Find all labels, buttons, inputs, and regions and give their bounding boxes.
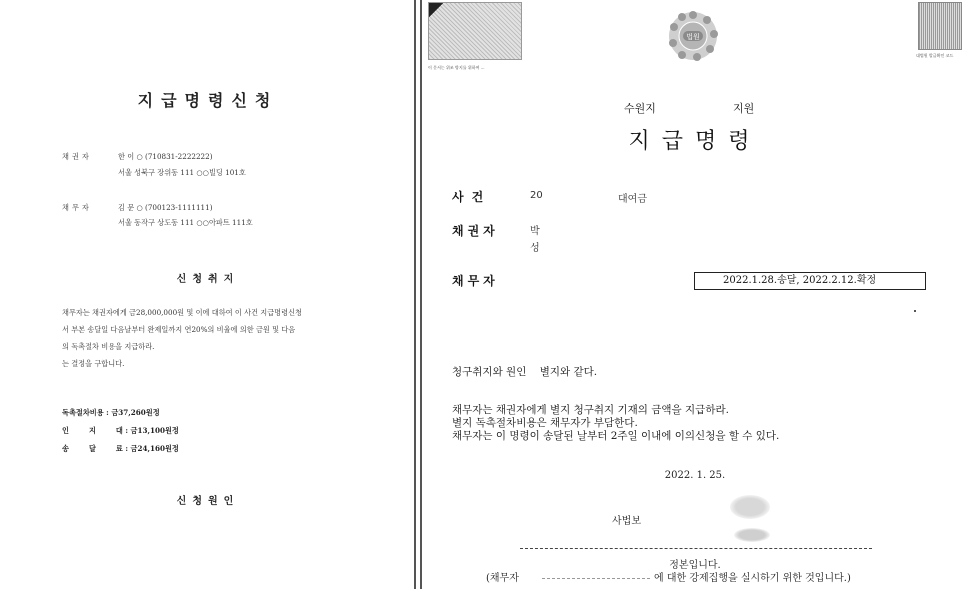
fee-line: 송 달 료 : 금24,160원정 [62, 444, 179, 453]
creditor-address: 서울 성북구 장위동 111 ○○빌딩 101호 [118, 168, 246, 177]
judicial-officer: 사법보 [612, 516, 641, 527]
application-title: 지급명령신청 [137, 91, 279, 110]
order-title: 지급명령 [628, 129, 762, 154]
purpose-heading: 신청취지 [176, 274, 240, 285]
claim-line: 청구취지와 원인 별지와 같다. [452, 366, 598, 378]
qr-caption: 대법원 발급확인 코드 [916, 53, 954, 58]
official-seal [730, 495, 770, 519]
purpose-line: 는 결정을 구합니다. [62, 359, 125, 368]
court-emblem-icon [667, 10, 719, 62]
case-number: 20 [530, 190, 543, 201]
payment-order-page [420, 0, 966, 589]
anti-forgery-caption: 이 문서는 위조 방지를 위하여 ... [428, 65, 485, 70]
debtor-address: 서울 동작구 상도동 111 ○○아파트 111호 [118, 218, 253, 227]
verification-qr-code [918, 2, 962, 50]
debtor-label: 채무자 [452, 274, 499, 288]
debtor-label: 채무자 [62, 203, 92, 212]
court-name-part: 수원지 [624, 102, 656, 115]
application-page [0, 0, 416, 589]
enforcement-prefix: (채무자 [486, 573, 519, 584]
scan-dot [914, 310, 916, 312]
fee-line: 인 지 대 : 금13,100원정 [62, 426, 179, 435]
creditor-name-2: 성 [530, 243, 540, 254]
creditor-label: 채권자 [62, 152, 92, 161]
fee-line: 독촉절차비용 : 금37,260원정 [62, 408, 160, 417]
purpose-line: 서 부본 송달일 다음날부터 완제일까지 연20%의 비율에 의한 금원 및 다음 [62, 325, 296, 334]
creditor-label: 채권자 [452, 224, 499, 238]
redacted-name [542, 578, 650, 579]
cause-heading: 신청원인 [176, 496, 240, 507]
creditor-name: 박 [530, 226, 540, 237]
service-status-box: 2022.1.28.송달, 2022.2.12.확정 [694, 272, 926, 290]
purpose-line: 의 독촉절차 비용을 지급하라. [62, 342, 155, 351]
certified-copy-note: 정본입니다. [669, 560, 721, 571]
order-line: 채무자는 채권자에게 별지 청구취지 기재의 금액을 지급하라. [452, 404, 729, 416]
purpose-line: 채무자는 채권자에게 금28,000,000원 및 이에 대하여 이 사건 지급명령신청 [62, 308, 302, 317]
order-line: 채무자는 이 명령이 송달된 날부터 2주일 이내에 이의신청을 할 수 있다. [452, 430, 780, 442]
creditor-name: 한 이 ○ (710831-2222222) [118, 152, 213, 161]
anti-forgery-stamp [428, 2, 522, 60]
separator-line [520, 548, 872, 549]
case-type: 대여금 [618, 194, 647, 205]
case-label: 사건 [452, 190, 492, 204]
order-line: 별지 독촉절차비용은 채무자가 부담한다. [452, 417, 638, 429]
enforcement-note: 에 대한 강제집행을 실시하기 위한 것입니다.) [654, 573, 851, 584]
court-branch: 지원 [733, 102, 755, 115]
debtor-name: 김 문 ○ (700123-1111111) [118, 203, 213, 212]
official-seal-2 [734, 528, 770, 542]
issue-date: 2022. 1. 25. [664, 470, 726, 481]
svg-text:법원: 법원 [686, 33, 700, 41]
